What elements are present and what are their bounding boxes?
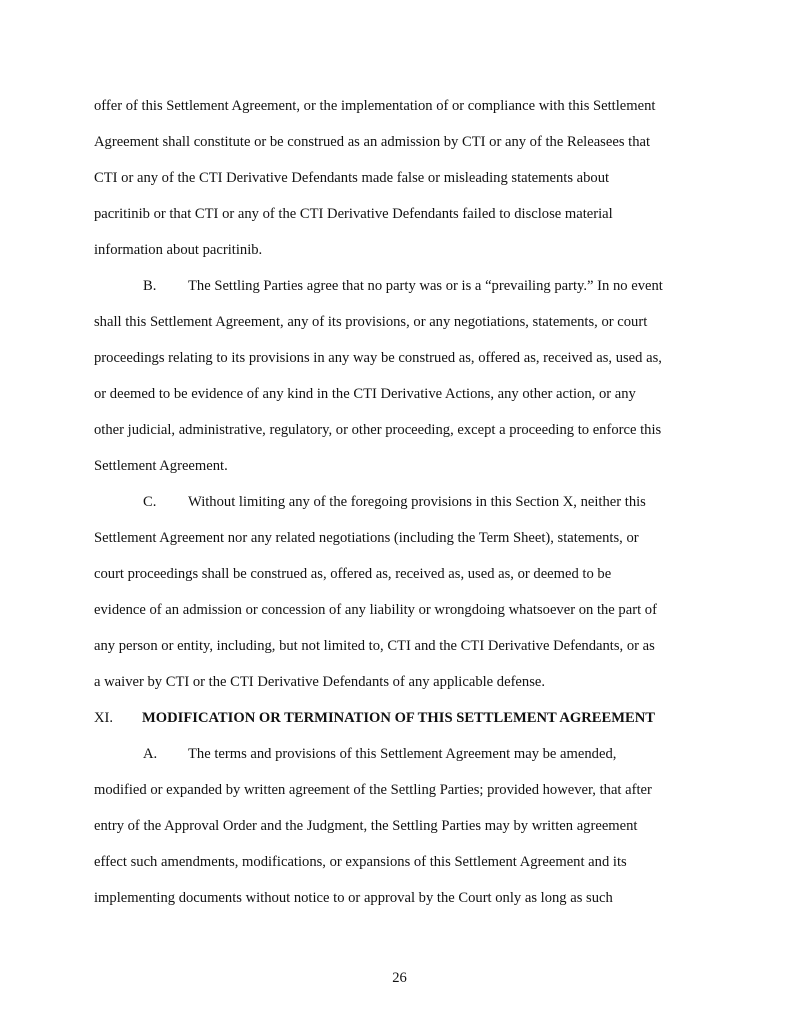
text-line: court proceedings shall be construed as, offered as, received as, used as, or deemed to be	[94, 566, 612, 582]
paragraph-continuation	[94, 88, 714, 268]
text-line: entry of the Approval Order and the Judgment, the Settling Parties may by written agreement	[94, 818, 638, 834]
text-line: Agreement shall constitute or be construed as an admission by CTI or any of the Releasees that	[94, 134, 651, 150]
text-line: proceedings relating to its provisions in any way be construed as, offered as, received as, used as,	[94, 350, 662, 366]
document-page	[94, 88, 714, 916]
section-title: MODIFICATION OR TERMINATION OF THIS SETTLEMENT AGREEMENT	[142, 710, 656, 726]
text-line: shall this Settlement Agreement, any of its provisions, or any negotiations, statements, or court	[94, 314, 648, 330]
paragraph-b	[94, 268, 714, 484]
text-span: Without limiting any of the foregoing provisions in this Section X, neither this	[188, 494, 646, 510]
page-number: 26	[392, 970, 407, 986]
section-heading	[94, 700, 714, 736]
paragraph-label: A.	[143, 746, 158, 762]
text-line: modified or expanded by written agreement of the Settling Parties; provided however, that after	[94, 782, 652, 798]
text-line: Settlement Agreement nor any related negotiations (including the Term Sheet), statements, or	[94, 530, 639, 546]
paragraph-a	[94, 736, 714, 916]
section-number: XI.	[94, 710, 114, 726]
paragraph-label: C.	[143, 494, 157, 510]
paragraph-first-line	[94, 484, 714, 520]
text-line: a waiver by CTI or the CTI Derivative Defendants of any applicable defense.	[94, 674, 546, 690]
text-line: implementing documents without notice to or approval by the Court only as long as such	[94, 890, 613, 906]
text-line: evidence of an admission or concession of any liability or wrongdoing whatsoever on the part of	[94, 602, 657, 618]
text-span: The terms and provisions of this Settlement Agreement may be amended,	[188, 746, 617, 762]
paragraph-first-line	[94, 736, 714, 772]
text-line: effect such amendments, modifications, or expansions of this Settlement Agreement and its	[94, 854, 627, 870]
text-line: offer of this Settlement Agreement, or the implementation of or compliance with this Settlement	[94, 98, 656, 114]
text-line: or deemed to be evidence of any kind in the CTI Derivative Actions, any other action, or any	[94, 386, 636, 402]
text-line: any person or entity, including, but not limited to, CTI and the CTI Derivative Defendants, or as	[94, 638, 655, 654]
text-span: The Settling Parties agree that no party was or is a “prevailing party.” In no event	[188, 278, 663, 294]
text-line: pacritinib or that CTI or any of the CTI Derivative Defendants failed to disclose material	[94, 206, 613, 222]
text-line: information about pacritinib.	[94, 242, 263, 258]
text-line: Settlement Agreement.	[94, 458, 228, 474]
text-line: CTI or any of the CTI Derivative Defendants made false or misleading statements about	[94, 170, 610, 186]
text-line: other judicial, administrative, regulatory, or other proceeding, except a proceeding to enforce this	[94, 422, 662, 438]
paragraph-first-line	[94, 268, 714, 304]
paragraph-label: B.	[143, 278, 157, 294]
paragraph-c	[94, 484, 714, 700]
